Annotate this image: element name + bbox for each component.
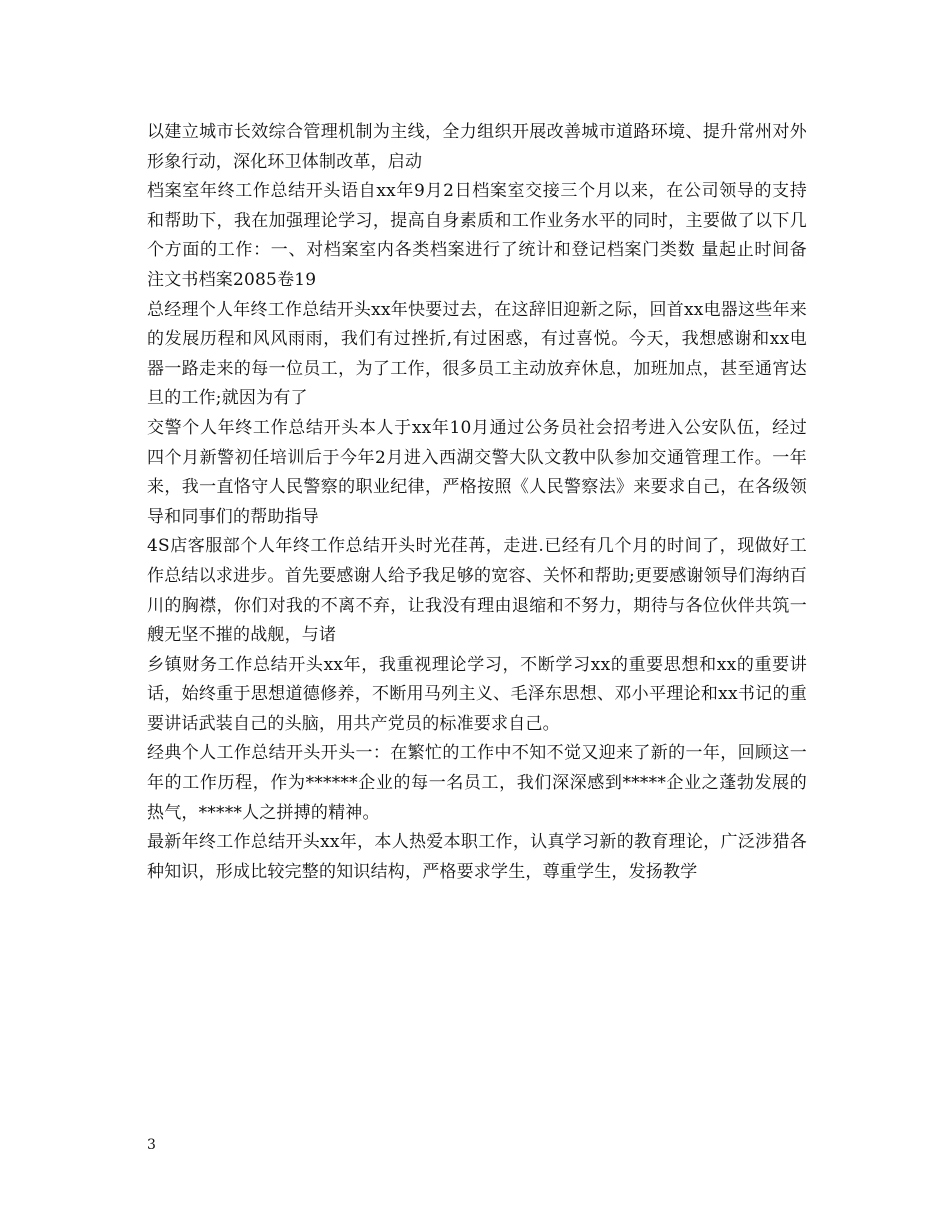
- paragraph-4: 交警个人年终工作总结开头本人于xx年10月通过公务员社会招考进入公安队伍，经过四个月新警初任培训后于今年2月进入西湖交警大队文教中队参加交通管理工作。一年来，我一直恪守人民警察的职业纪律，严格按照《人民警察法》来要求自己，在各级领导和同事们的帮助指导: [147, 417, 807, 527]
- page-number: 3: [147, 1137, 156, 1153]
- paragraph-5: 4S店客服部个人年终工作总结开头时光荏苒，走进.已经有几个月的时间了，现做好工作总结以求进步。首先要感谢人给予我足够的宽容、关怀和帮助;更要感谢领导们海纳百川的胸襟，你们对我的不离不弃，让我没有理由退缩和不努力，期待与各位伙伴共筑一艘无坚不摧的战舰，与诸: [147, 536, 807, 646]
- paragraph-7: 经典个人工作总结开头开头一：在繁忙的工作中不知不觉又迎来了新的一年，回顾这一年的工作历程，作为******企业的每一名员工，我们深深感到*****企业之蓬勃发展的热气，*****人之拼搏的精神。: [147, 743, 807, 823]
- paragraph-8: 最新年终工作总结开头xx年，本人热爱本职工作，认真学习新的教育理论，广泛涉猎各种知识，形成比较完整的知识结构，严格要求学生，尊重学生，发扬教学: [147, 832, 807, 882]
- paragraph-6: 乡镇财务工作总结开头xx年，我重视理论学习，不断学习xx的重要思想和xx的重要讲话，始终重于思想道德修养，不断用马列主义、毛泽东思想、邓小平理论和xx书记的重要讲话武装自己的头脑，用共产党员的标准要求自己。: [147, 654, 807, 734]
- paragraph-1: 以建立城市长效综合管理机制为主线，全力组织开展改善城市道路环境、提升常州对外形象行动，深化环卫体制改革，启动: [147, 122, 807, 172]
- paragraph-2: 档案室年终工作总结开头语自xx年9月2日档案室交接三个月以来，在公司领导的支持和帮助下，我在加强理论学习，提高自身素质和工作业务水平的同时，主要做了以下几个方面的工作：一、对档案室内各类档案进行了统计和登记档案门类数 量起止时间备 注文书档案2085卷19: [147, 181, 807, 290]
- paragraph-3: 总经理个人年终工作总结开头xx年快要过去，在这辞旧迎新之际，回首xx电器这些年来的发展历程和风风雨雨，我们有过挫折,有过困惑，有过喜悦。今天，我想感谢和xx电器一路走来的每一位员工，为了工作，很多员工主动放弃休息，加班加点，甚至通宵达旦的工作;就因为有了: [147, 299, 807, 409]
- body-text: [147, 118, 807, 887]
